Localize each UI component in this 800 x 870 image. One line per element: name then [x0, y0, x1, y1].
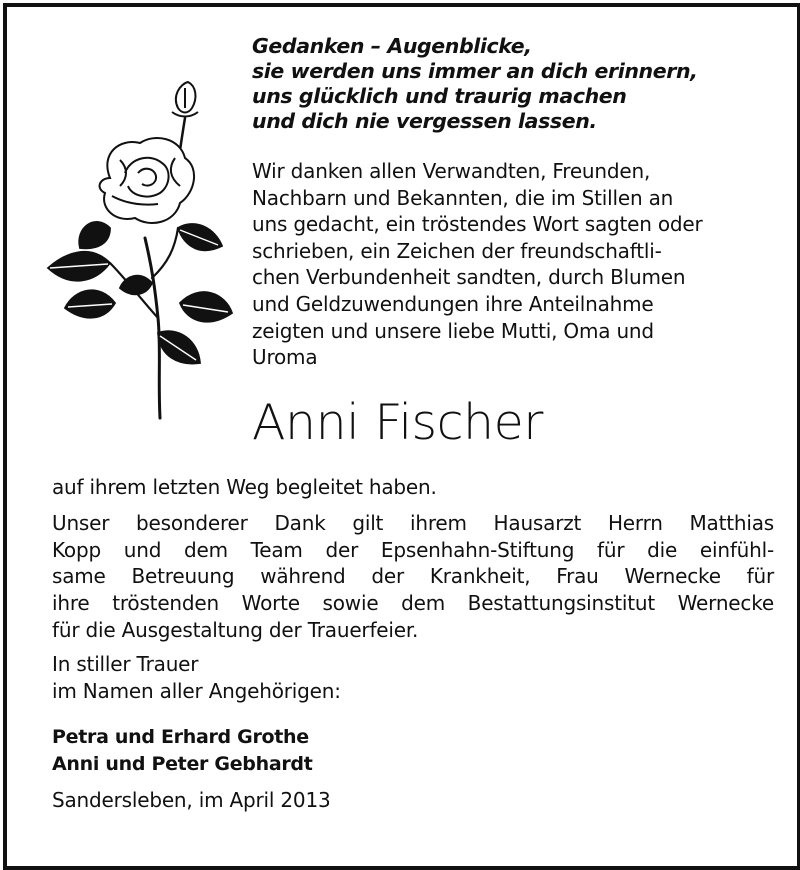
body-line: Unser besonderer Dank gilt ihrem Hausarzt Herrn Matthias [52, 510, 774, 535]
thanks-line: Uroma [252, 345, 318, 370]
rose-icon [40, 78, 240, 428]
deceased-name: Anni Fischer [252, 394, 543, 451]
closing-line: In stiller Trauer [52, 652, 199, 676]
place-date: Sandersleben, im April 2013 [52, 788, 331, 812]
body-line: ihre tröstenden Worte sowie dem Bestattungsinstitut Wernecke [52, 591, 774, 616]
thanks-line: schrieben, ein Zeichen der freundschaftli- [252, 238, 662, 263]
thanks-paragraph [252, 158, 774, 371]
thanks-line: und Geldzuwendungen ihre Anteilnahme [252, 291, 654, 316]
closing-line: im Namen aller Angehörigen: [52, 678, 341, 703]
thanks-line: uns gedacht, ein tröstendes Wort sagten oder [252, 212, 703, 237]
memorial-quote [252, 34, 772, 134]
quote-line: Gedanken – Augenblicke, [252, 34, 532, 58]
thanks-line: Wir danken allen Verwandten, Freunden, [252, 159, 651, 183]
intro-line: auf ihrem letzten Weg begleitet haben. [52, 475, 437, 499]
quote-line: und dich nie vergessen lassen. [252, 109, 597, 133]
closing-lines [52, 651, 572, 704]
thanks-line: Nachbarn und Bekannten, die im Stillen an [252, 185, 674, 210]
body-line: Kopp und dem Team der Epsenhahn-Stiftung für die einfühl- [52, 537, 774, 562]
thanks-line: chen Verbundenheit sandten, durch Blumen [252, 265, 686, 290]
body-line: für die Ausgestaltung der Trauerfeier. [52, 617, 419, 642]
thanks-line: zeigten und unsere liebe Mutti, Oma und [252, 318, 654, 343]
signer-name: Petra und Erhard Grothe [52, 726, 309, 748]
signers [52, 724, 572, 777]
signer-name: Anni und Peter Gebhardt [52, 752, 313, 775]
quote-line: sie werden uns immer an dich erinnern, [252, 59, 698, 83]
gratitude-body [52, 474, 774, 644]
body-line: same Betreuung während der Krankheit, Frau Wernecke für [52, 564, 774, 589]
quote-line: uns glücklich und traurig machen [252, 84, 627, 108]
